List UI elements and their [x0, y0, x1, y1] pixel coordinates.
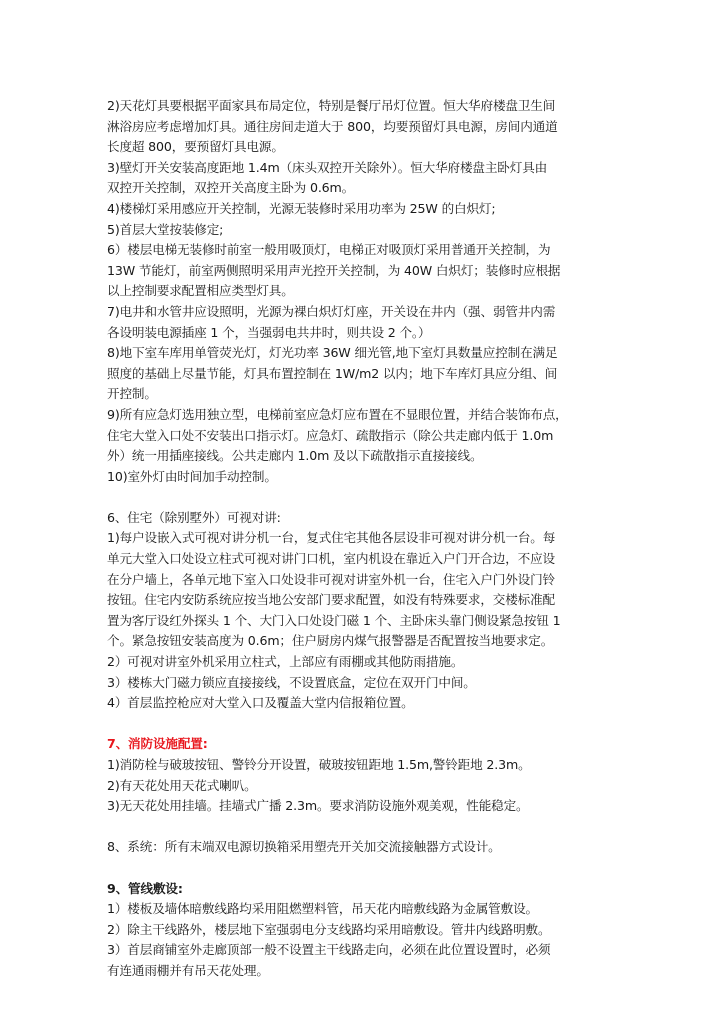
text-line: 3)无天花处用挂墙。挂墙式广播 2.3m。要求消防设施外观美观，性能稳定。 [107, 798, 529, 814]
text-line: 个。紧急按钮安装高度为 0.6m；住户厨房内煤气报警器是否配置按当地要求定。 [107, 633, 554, 649]
text-line: 1)每户设嵌入式可视对讲分机一台，复式住宅其他各层设非可视对讲分机一台。每 [107, 530, 556, 546]
text-line: 按钮。住宅内安防系统应按当地公安部门要求配置，如没有特殊要求，交楼标准配 [107, 592, 555, 608]
text-line: 1)消防栓与破玻按钮、警铃分开设置，破玻按钮距地 1.5m,警铃距地 2.3m。 [107, 757, 531, 772]
text-line: 2）除主干线路外，楼层地下室强弱电分支线路均采用暗敷设。管井内线路明敷。 [107, 921, 551, 937]
text-line: 2）可视对讲室外机采用立柱式，上部应有雨棚或其他防雨措施。 [107, 654, 464, 670]
text-line: 双控开关控制，双控开关高度主卧为 0.6m。 [107, 180, 355, 196]
text-line: 9)所有应急灯选用独立型，电梯前室应急灯应布置在不显眼位置，并结合装饰布点， [107, 406, 568, 422]
text-line: 3）楼栋大门磁力锁应直接接线，不设置底盒，定位在双开门中间。 [107, 674, 476, 690]
text-line: 6）楼层电梯无装修时前室一般用吸顶灯，电梯正对吸顶灯采用普通开关控制，为 [107, 242, 551, 258]
section-heading: 7、消防设施配置: [107, 736, 208, 752]
text-line: 淋浴房应考虑增加灯具。通往房间走道大于 800，均要预留灯具电源，房间内通道 [107, 118, 558, 134]
text-line: 各设明装电源插座 1 个，当强弱电共井时，则共设 2 个。） [107, 324, 431, 340]
text-line: 8、系统：所有末端双电源切换箱采用塑壳开关加交流接触器方式设计。 [107, 839, 501, 855]
text-line: 1）楼板及墙体暗敷线路均采用阻燃塑料管，吊天花内暗敷线路为金属管敷设。 [107, 901, 538, 917]
text-line: 外）统一用插座接线。公共走廊内 1.0m 及以下疏散指示直接接线。 [107, 448, 483, 464]
blank-line [107, 487, 647, 508]
document-body [107, 96, 647, 982]
text-line: 以上控制要求配置相应类型灯具。 [107, 283, 294, 299]
text-line: 13W 节能灯，前室两侧照明采用声光控开关控制，为 40W 白炽灯；装修时应根据 [107, 262, 561, 278]
text-line: 3)壁灯开关安装高度距地 1.4m（床头双控开关除外）。恒大华府楼盘主卧灯具由 [107, 159, 548, 175]
text-line: 8)地下室车库用单管荧光灯，灯光功率 36W 细光管,地下室灯具数量应控制在满足 [107, 345, 558, 361]
text-line: 长度超 800，要预留灯具电源。 [107, 139, 284, 155]
text-line: 在分户墙上，各单元地下室入口处设非可视对讲室外机一台，住宅入户门外设门铃 [107, 571, 555, 587]
text-line: 2)有天花处用天花式喇叭。 [107, 777, 257, 793]
text-line: 6、住宅（除别墅外）可视对讲: [107, 509, 281, 525]
text-line: 5)首层大堂按装修定; [107, 221, 224, 237]
blank-line [107, 858, 647, 879]
blank-line [107, 817, 647, 838]
section-heading: 9、管线敷设: [107, 880, 183, 896]
text-line: 4）首层监控枪应对大堂入口及覆盖大堂内信报箱位置。 [107, 695, 414, 711]
text-line: 照度的基础上尽量节能，灯具布置控制在 1W/m2 以内；地下车库灯具应分组、间 [107, 365, 558, 381]
text-line: 有连通雨棚并有吊天花处理。 [107, 962, 269, 978]
blank-line [107, 714, 647, 735]
text-line: 单元大堂入口处设立柱式可视对讲门口机，室内机设在靠近入户门开合边，不应设 [107, 551, 555, 567]
text-line: 10)室外灯由时间加手动控制。 [107, 468, 277, 484]
text-line: 住宅大堂入口处不安装出口指示灯。应急灯、疏散指示（除公共走廊内低于 1.0m [107, 427, 554, 443]
text-line: 3）首层商铺室外走廊顶部一般不设置主干线路走向，必须在此位置设置时，必须 [107, 942, 551, 958]
text-line: 4)楼梯灯采用感应开关控制，光源无装修时采用功率为 25W 的白炽灯; [107, 200, 496, 216]
text-line: 开控制。 [107, 386, 157, 402]
text-line: 7)电井和水管井应设照明，光源为裸白炽灯灯座，开关设在井内（强、弱管井内需 [107, 303, 556, 319]
text-line: 置为客厅设红外探头 1 个、大门入口处设门磁 1 个、主卧床头靠门侧设紧急按钮 1 [107, 612, 561, 628]
text-line: 2)天花灯具要根据平面家具布局定位，特别是餐厅吊灯位置。恒大华府楼盘卫生间 [107, 98, 556, 113]
